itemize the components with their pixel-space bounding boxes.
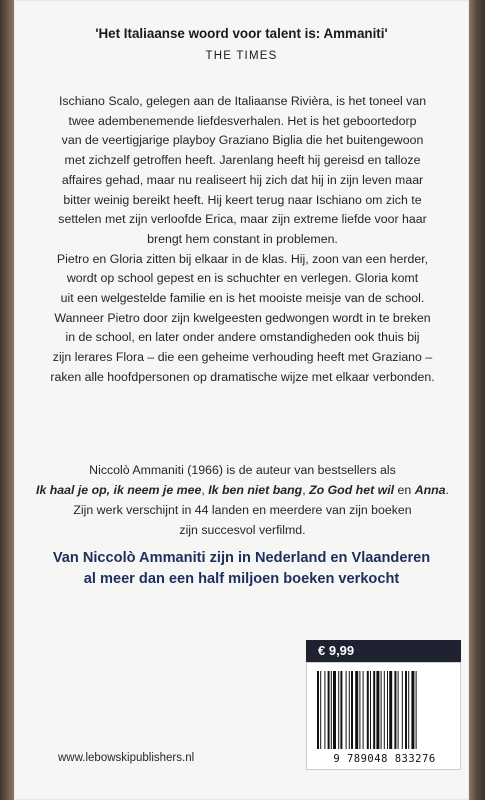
title-separator: , — [302, 483, 310, 497]
book-spine-edge — [0, 0, 14, 800]
sales-promo-line: al meer dan een half miljoen boeken verkocht — [83, 571, 400, 587]
book-title: Anna — [414, 483, 446, 497]
author-bio-line: zijn succesvol verfilmd. — [179, 523, 306, 537]
title-separator: en — [394, 483, 415, 497]
barcode-bars — [317, 671, 452, 749]
title-separator: . — [445, 483, 449, 497]
publisher-website: www.lebowskipublishers.nl — [58, 752, 195, 764]
price-label: € 9,99 — [306, 640, 461, 662]
synopsis-line: wordt op school gepest en is schuchter en verlegen. Gloria komt — [66, 271, 419, 286]
synopsis-line: in de school, en later onder andere omstandigheden ook thuis bij — [65, 330, 420, 345]
author-bio-line: Niccolò Ammaniti (1966) is de auteur van bestsellers als — [89, 463, 396, 477]
synopsis-line: zijn lerares Flora – die een geheime verhouding heeft met Graziano – — [52, 350, 433, 365]
synopsis-line: Wanneer Pietro door zijn kwelgeesten gedwongen wordt in te breken — [54, 310, 431, 325]
isbn-number: 9 789048 833276 — [333, 753, 436, 765]
synopsis-line: twee adembenemende liefdesverhalen. Het is het geboortedorp — [68, 113, 417, 128]
synopsis-line: bitter weinig bereikt heeft. Hij keert terug naar Ischiano om zich te — [63, 192, 422, 207]
book-title: Ik ben niet bang — [208, 483, 303, 497]
author-bio — [36, 460, 449, 540]
book-title: Ik haal je op, ik neem je mee — [36, 483, 202, 497]
book-right-edge — [469, 0, 485, 800]
sales-promo — [14, 548, 469, 590]
synopsis-line: raken alle hoofdpersonen op dramatische wijze met elkaar verbonden. — [50, 369, 435, 384]
synopsis-line: Ischiano Scalo, gelegen aan de Italiaanse Rivièra, is het toneel van — [58, 94, 427, 108]
back-cover — [14, 0, 469, 800]
barcode — [306, 662, 461, 770]
synopsis-line: uit een welgestelde familie en is het mooiste meisje van de school. — [60, 291, 425, 306]
synopsis — [36, 92, 449, 388]
title-separator: , — [201, 483, 209, 497]
press-quote-source: THE TIMES — [205, 50, 278, 62]
sales-promo-line: Van Niccolò Ammaniti zijn in Nederland en Vlaanderen — [52, 550, 431, 566]
synopsis-line: Pietro en Gloria zitten bij elkaar in de klas. Hij, zoon van een herder, — [56, 251, 429, 266]
book-title: Zo God het wil — [309, 483, 395, 497]
synopsis-line: van de veertigjarige playboy Graziano Biglia die het buitengewoon — [61, 133, 424, 148]
synopsis-line: met zichzelf getroffen heeft. Jarenlang heeft hij gereisd en talloze — [64, 153, 421, 168]
synopsis-line: settelen met zijn verloofde Erica, maar zijn extreme liefde voor haar — [58, 212, 427, 227]
synopsis-line: affaires gehad, maar nu realiseert hij zich dat hij in zijn leven maar — [61, 172, 424, 187]
synopsis-line: brengt hem constant in problemen. — [147, 231, 338, 246]
author-bio-line: Zijn werk verschijnt in 44 landen en meerdere van zijn boeken — [73, 503, 412, 517]
press-quote: 'Het Italiaanse woord voor talent is: Ammaniti' — [95, 26, 388, 41]
author-bio-titles — [36, 480, 449, 500]
